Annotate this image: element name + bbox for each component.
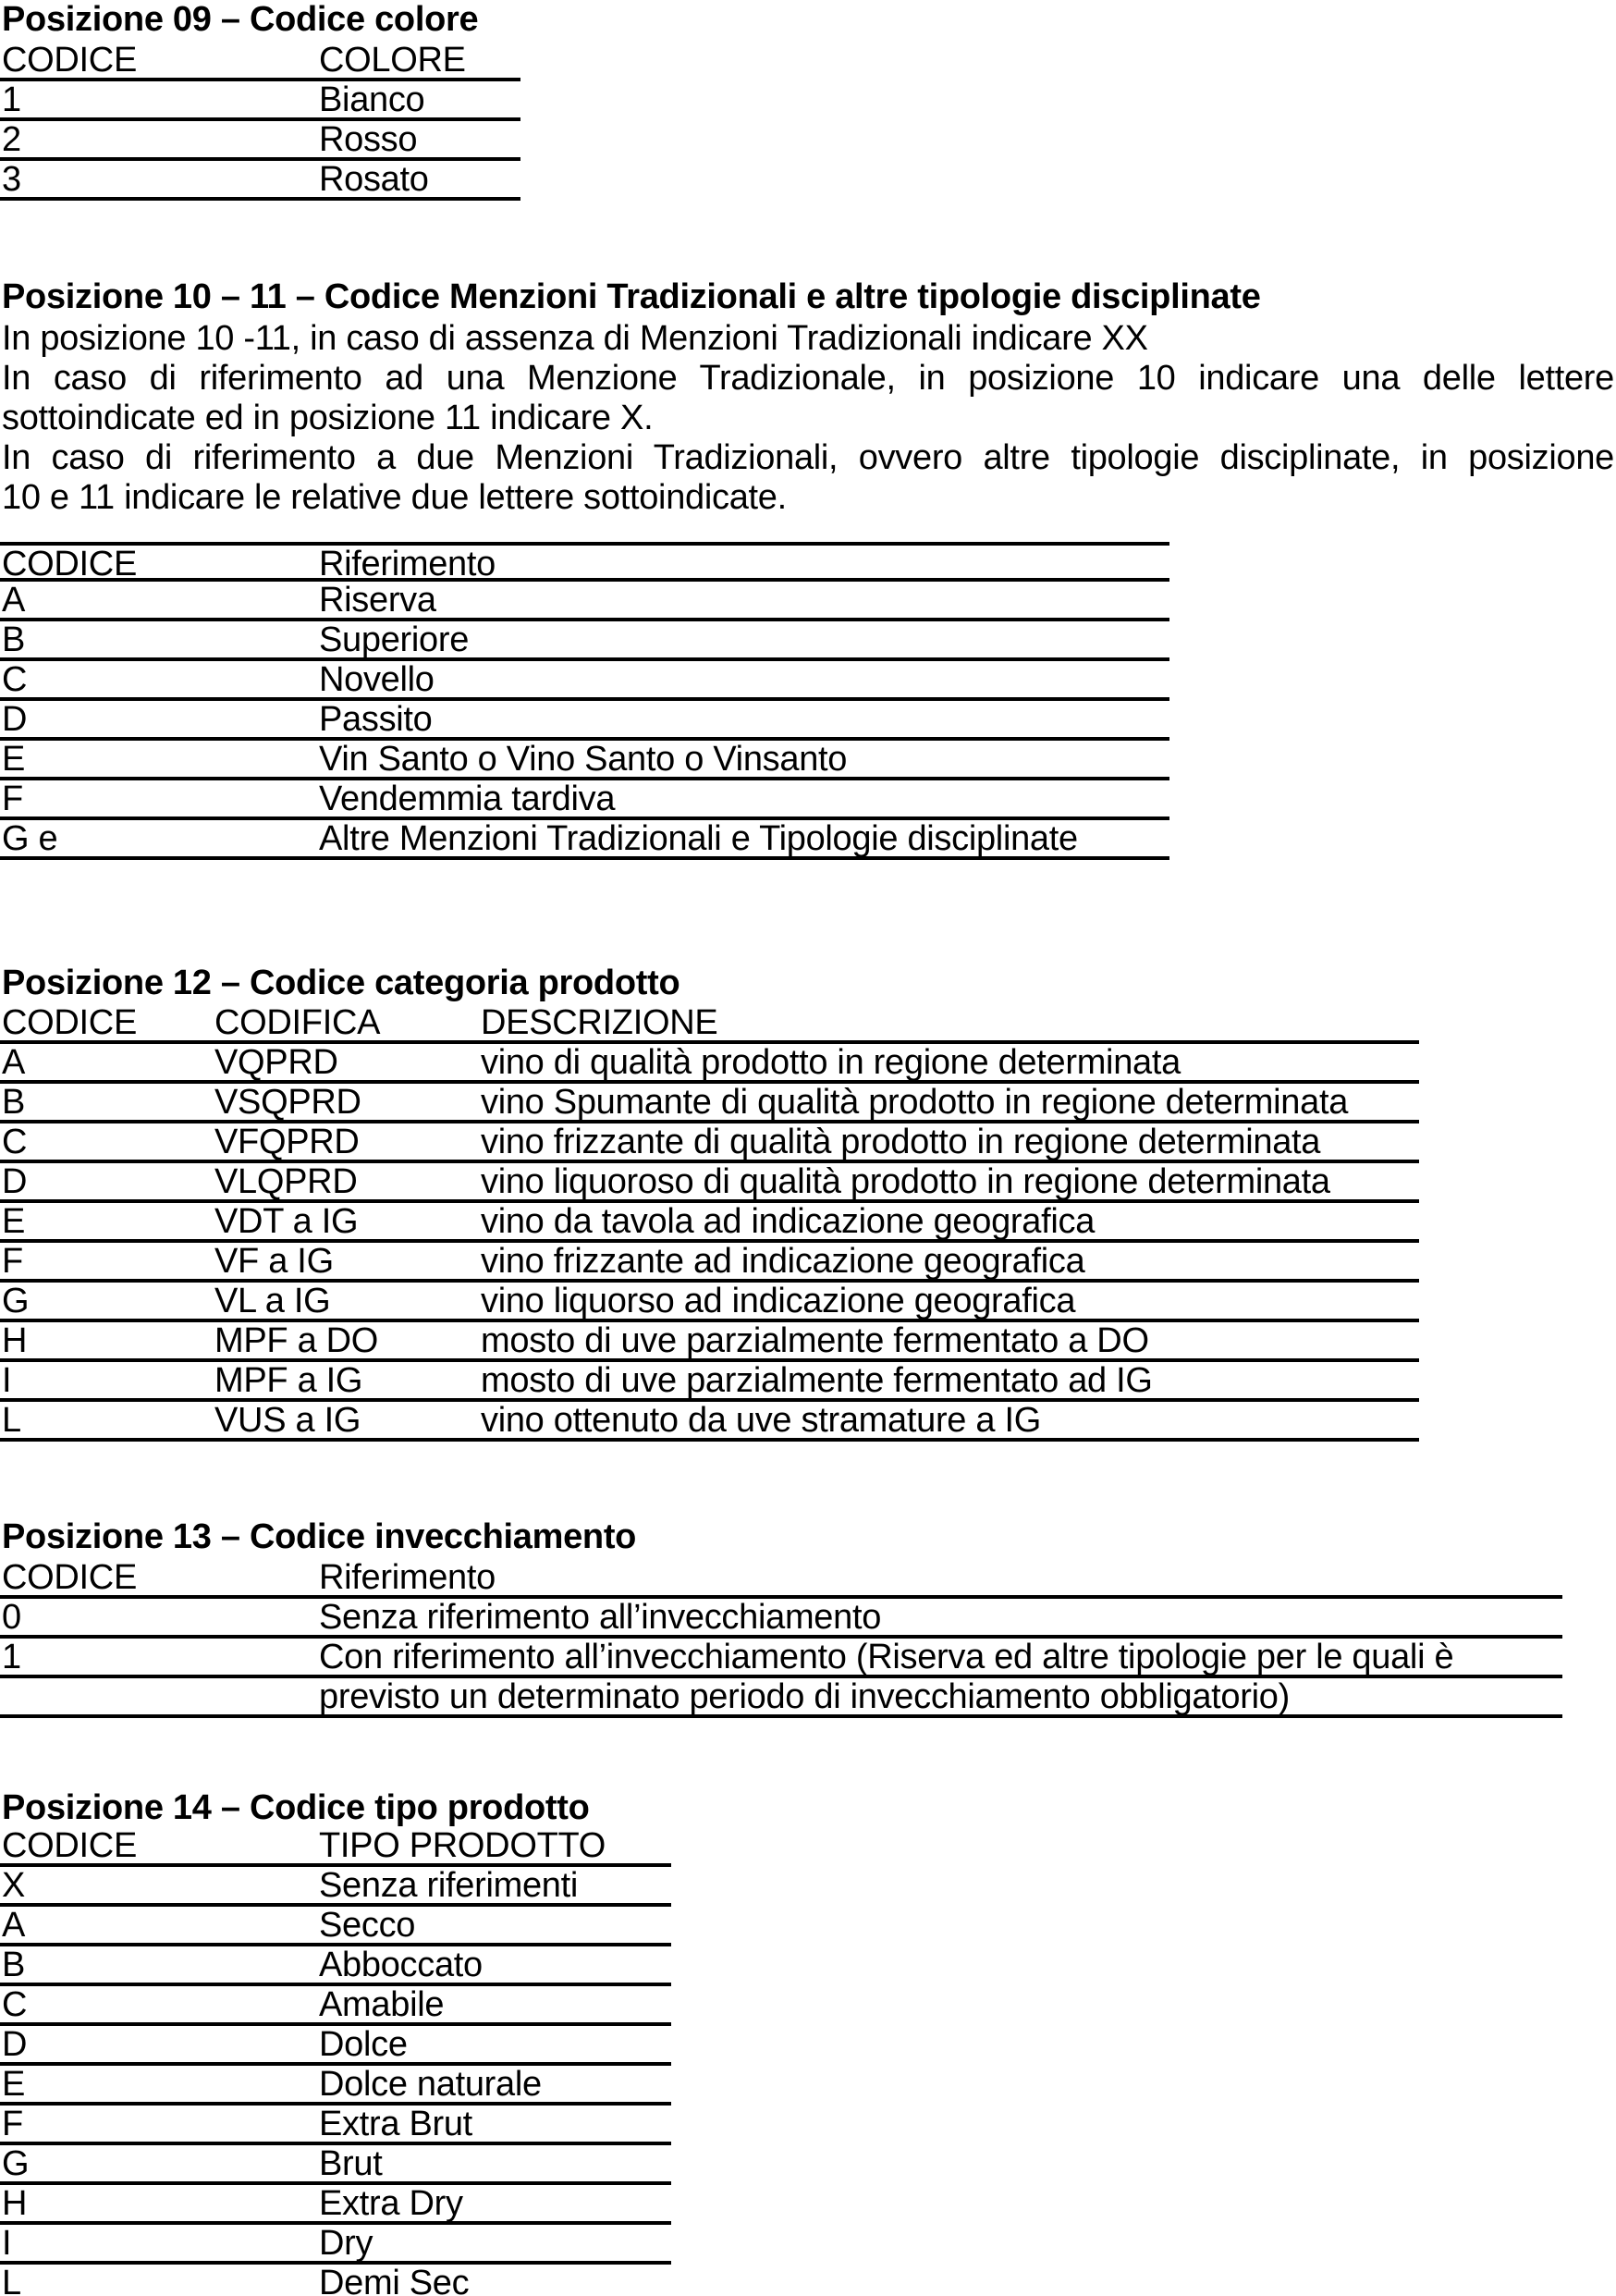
- table-row: [0, 1084, 1419, 1123]
- table-cell: I: [2, 2224, 12, 2263]
- table-cell: VFQPRD: [214, 1123, 360, 1161]
- table-invecchiamento: [0, 1559, 1562, 1718]
- table-cell: X: [2, 1866, 26, 1905]
- table-cell: mosto di uve parzialmente fermentato ad IG: [481, 1361, 1153, 1400]
- table-cell: A: [2, 581, 26, 620]
- table-cell: vino Spumante di qualità prodotto in regione determinata: [481, 1083, 1349, 1122]
- column-header: CODICE: [2, 1558, 137, 1597]
- table-row: [0, 1599, 1562, 1639]
- table-header-row: [0, 1559, 1562, 1599]
- table-cell: H: [2, 1321, 28, 1360]
- table-cell: vino ottenuto da uve stramature a IG: [481, 1401, 1041, 1440]
- paragraph-line: In posizione 10 -11, in caso di assenza di Menzioni Tradizionali indicare XX: [2, 319, 1148, 358]
- table-cell: Brut: [319, 2144, 383, 2183]
- table-cell: A: [2, 1043, 26, 1082]
- table-cell: vino frizzante ad indicazione geografica: [481, 1242, 1085, 1281]
- table-cell: E: [2, 740, 26, 779]
- table-cell: Rosso: [319, 120, 418, 159]
- table-cell: Passito: [319, 700, 433, 739]
- table-cell: D: [2, 2025, 28, 2064]
- table-header-row: [0, 1004, 1419, 1044]
- table-row: [0, 1163, 1419, 1203]
- table-cell: mosto di uve parzialmente fermentato a DO: [481, 1321, 1149, 1360]
- column-header: CODICE: [2, 1003, 137, 1042]
- table-row: [0, 1243, 1419, 1283]
- table-cell: vino liquoroso di qualità prodotto in regione determinata: [481, 1162, 1330, 1201]
- table-cell: C: [2, 1985, 28, 2024]
- table-cell: Novello: [319, 660, 435, 699]
- table-cell: Secco: [319, 1906, 416, 1945]
- table-row: [0, 1283, 1419, 1322]
- table-cell: F: [2, 2105, 23, 2143]
- table-cell: Con riferimento all’invecchiamento (Riserva ed altre tipologie per le quali è: [319, 1638, 1454, 1676]
- table-categoria-prodotto: [0, 1004, 1419, 1442]
- table-cell: vino da tavola ad indicazione geografica: [481, 1202, 1096, 1241]
- paragraph-line: In caso di riferimento a due Menzioni Tradizionali, ovvero altre tipologie disciplinate, in posizione: [2, 438, 1614, 477]
- section-heading-posizione-10-11: Posizione 10 – 11 – Codice Menzioni Tradizionali e altre tipologie disciplinate: [2, 277, 1261, 316]
- table-row: [0, 1044, 1419, 1084]
- column-header: CODICE: [2, 1826, 137, 1865]
- table-cell: VDT a IG: [214, 1202, 359, 1241]
- section-heading-posizione-14: Posizione 14 – Codice tipo prodotto: [2, 1788, 590, 1827]
- table-tipo-prodotto: [0, 1827, 671, 2296]
- table-cell: Riserva: [319, 581, 436, 620]
- column-header: Riferimento: [319, 545, 496, 583]
- table-cell: vino frizzante di qualità prodotto in regione determinata: [481, 1123, 1321, 1161]
- table-row: [0, 2066, 671, 2106]
- table-row: [0, 780, 1169, 820]
- table-row: [0, 1123, 1419, 1163]
- table-cell: VLQPRD: [214, 1162, 358, 1201]
- table-row: [0, 1203, 1419, 1243]
- table-row: [0, 161, 520, 201]
- table-cell: Extra Dry: [319, 2184, 463, 2223]
- table-row: [0, 2106, 671, 2145]
- table-cell: Dolce: [319, 2025, 408, 2064]
- table-row: [0, 2185, 671, 2225]
- table-cell: Senza riferimento all’invecchiamento: [319, 1598, 882, 1637]
- table-cell: Dolce naturale: [319, 2065, 542, 2104]
- table-row: [0, 701, 1169, 741]
- table-cell: 1: [2, 1638, 21, 1676]
- table-cell: VL a IG: [214, 1282, 331, 1320]
- table-cell: MPF a IG: [214, 1361, 363, 1400]
- table-cell: E: [2, 1202, 26, 1241]
- table-cell: VUS a IG: [214, 1401, 361, 1440]
- table-cell: F: [2, 780, 23, 818]
- table-cell: Vendemmia tardiva: [319, 780, 616, 818]
- table-cell: Bianco: [319, 80, 425, 119]
- table-header-row: [0, 542, 1169, 582]
- table-cell: I: [2, 1361, 12, 1400]
- table-cell: H: [2, 2184, 28, 2223]
- table-cell: 3: [2, 160, 21, 199]
- table-cell: F: [2, 1242, 23, 1281]
- table-cell: B: [2, 620, 26, 659]
- paragraph-line: 10 e 11 indicare le relative due lettere sottoindicate.: [2, 478, 787, 517]
- table-row: [0, 820, 1169, 860]
- table-row: [0, 741, 1169, 780]
- table-row: [0, 1402, 1419, 1442]
- table-cell: D: [2, 1162, 28, 1201]
- column-header: CODICE: [2, 545, 137, 583]
- table-cell: VSQPRD: [214, 1083, 361, 1122]
- column-header: DESCRIZIONE: [481, 1003, 718, 1042]
- table-row: [0, 1678, 1562, 1718]
- table-row: [0, 621, 1169, 661]
- table-menzioni-tradizionali: [0, 542, 1169, 860]
- table-row: [0, 1907, 671, 1946]
- table-row: [0, 1639, 1562, 1678]
- table-cell: 2: [2, 120, 21, 159]
- table-cell: Superiore: [319, 620, 470, 659]
- table-row: [0, 582, 1169, 621]
- table-cell: G e: [2, 819, 58, 858]
- table-cell: Extra Brut: [319, 2105, 472, 2143]
- table-cell: vino di qualità prodotto in regione determinata: [481, 1043, 1181, 1082]
- table-row: [0, 1362, 1419, 1402]
- column-header: CODIFICA: [214, 1003, 381, 1042]
- table-cell: L: [2, 2264, 21, 2296]
- table-row: [0, 2145, 671, 2185]
- table-cell: Senza riferimenti: [319, 1866, 579, 1905]
- table-cell: MPF a DO: [214, 1321, 379, 1360]
- table-cell: vino liquorso ad indicazione geografica: [481, 1282, 1076, 1320]
- table-header-row: [0, 42, 520, 81]
- table-row: [0, 1867, 671, 1907]
- table-cell: G: [2, 2144, 30, 2183]
- table-cell: B: [2, 1946, 26, 1984]
- table-cell: A: [2, 1906, 26, 1945]
- column-header: CODICE: [2, 41, 137, 80]
- table-row: [0, 2265, 671, 2296]
- table-row: [0, 1946, 671, 1986]
- table-cell: Demi Sec: [319, 2264, 470, 2296]
- table-row: [0, 2225, 671, 2265]
- table-row: [0, 1322, 1419, 1362]
- table-row: [0, 2026, 671, 2066]
- table-row: [0, 121, 520, 161]
- table-cell: C: [2, 660, 28, 699]
- column-header: Riferimento: [319, 1558, 496, 1597]
- table-cell: Abboccato: [319, 1946, 483, 1984]
- table-row: [0, 1986, 671, 2026]
- table-cell: previsto un determinato periodo di invecchiamento obbligatorio): [319, 1677, 1290, 1716]
- table-cell: Rosato: [319, 160, 429, 199]
- table-cell: B: [2, 1083, 26, 1122]
- table-cell: 0: [2, 1598, 21, 1637]
- table-cell: Altre Menzioni Tradizionali e Tipologie disciplinate: [319, 819, 1078, 858]
- table-cell: D: [2, 700, 28, 739]
- table-cell: E: [2, 2065, 26, 2104]
- table-cell: G: [2, 1282, 30, 1320]
- table-row: [0, 661, 1169, 701]
- column-header: TIPO PRODOTTO: [319, 1826, 606, 1865]
- table-cell: 1: [2, 80, 21, 119]
- table-cell: C: [2, 1123, 28, 1161]
- column-header: COLORE: [319, 41, 466, 80]
- table-header-row: [0, 1827, 671, 1867]
- table-cell: VQPRD: [214, 1043, 338, 1082]
- section-heading-posizione-09: Posizione 09 – Codice colore: [2, 0, 479, 39]
- section-heading-posizione-13: Posizione 13 – Codice invecchiamento: [2, 1517, 637, 1556]
- table-cell: Vin Santo o Vino Santo o Vinsanto: [319, 740, 848, 779]
- paragraph-line: In caso di riferimento ad una Menzione Tradizionale, in posizione 10 indicare una delle lettere: [2, 359, 1614, 398]
- table-cell: Amabile: [319, 1985, 445, 2024]
- paragraph-line: sottoindicate ed in posizione 11 indicare X.: [2, 399, 654, 437]
- section-heading-posizione-12: Posizione 12 – Codice categoria prodotto: [2, 964, 680, 1002]
- paragraph-posizione-10-11: [2, 319, 1614, 518]
- table-cell: L: [2, 1401, 21, 1440]
- table-cell: VF a IG: [214, 1242, 334, 1281]
- table-codice-colore: [0, 42, 520, 201]
- table-row: [0, 81, 520, 121]
- table-cell: Dry: [319, 2224, 373, 2263]
